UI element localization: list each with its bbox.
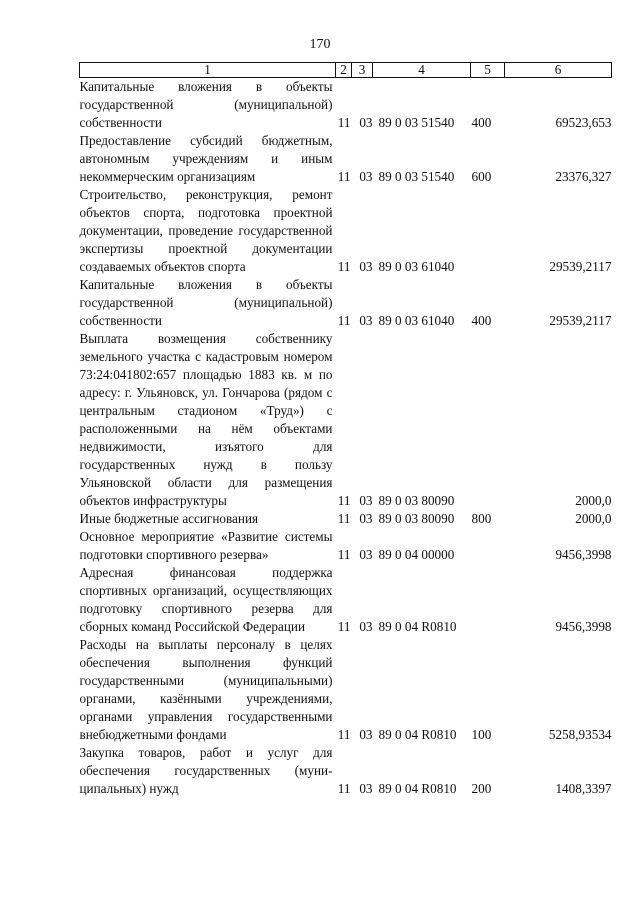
table-body <box>80 78 612 799</box>
row-amount: 2000,0 <box>575 493 612 508</box>
row-amount: 2000,0 <box>575 511 612 526</box>
row-name: Предоставление субсидий бюджетным, автономным учреждениям и иным некоммерческим организациям <box>79 133 333 184</box>
header-cell-amount: 6 <box>505 63 612 78</box>
row-section: 11 <box>337 511 351 526</box>
row-expense-type <box>471 186 505 276</box>
row-expense-type: 100 <box>471 727 492 742</box>
row-section: 11 <box>337 493 351 508</box>
row-subsection: 03 <box>359 511 373 526</box>
row-subsection: 03 <box>359 781 373 796</box>
row-subsection: 03 <box>359 493 373 508</box>
table-row <box>80 636 612 744</box>
row-target-article: 89 0 04 R0810 <box>378 619 457 634</box>
row-name: Выплата возмещения собственнику земельного участка с кадастровым номером 73:24:041802:657 площадью 1883 кв. м по адресу: г. Ульяновск, ул. Гончарова (рядом с центральным стадионом «Труд») с расположенными на нём объектами недвижимости, изъятого для государственных нужд в пользу Ульяновской области для размещения объектов инфраструктуры <box>79 331 333 508</box>
row-expense-type: 200 <box>471 781 492 796</box>
row-target-article: 89 0 03 51540 <box>378 169 455 184</box>
row-target-article: 89 0 03 80090 <box>378 511 455 526</box>
row-target-article: 89 0 03 61040 <box>378 313 455 328</box>
row-target-article: 89 0 03 80090 <box>378 493 455 508</box>
row-section: 11 <box>337 727 351 742</box>
row-target-article: 89 0 03 51540 <box>378 115 455 130</box>
header-row <box>80 63 612 78</box>
row-section: 11 <box>337 115 351 130</box>
table-row <box>80 744 612 798</box>
row-subsection: 03 <box>359 547 373 562</box>
row-name: Адресная финансовая поддержка спортивных организаций, осуществляющих подготовку спортивного резерва для сборных команд Российской Федерации <box>79 565 333 634</box>
row-subsection: 03 <box>359 619 373 634</box>
row-section: 11 <box>337 547 351 562</box>
row-section: 11 <box>337 619 351 634</box>
page-number: 170 <box>309 37 331 52</box>
row-amount: 69523,653 <box>555 115 612 130</box>
header-cell-subsection: 3 <box>352 63 373 78</box>
row-target-article: 89 0 04 R0810 <box>378 781 457 796</box>
header-cell-name: 1 <box>80 63 336 78</box>
header-cell-target-article: 4 <box>373 63 471 78</box>
row-subsection: 03 <box>359 727 373 742</box>
row-amount: 23376,327 <box>555 169 612 184</box>
row-expense-type <box>471 330 505 510</box>
row-name: Капитальные вложения в объекты государственной (муниципальной) собственности <box>79 79 333 130</box>
row-amount: 5258,93534 <box>548 727 612 742</box>
row-expense-type: 400 <box>471 313 492 328</box>
row-amount: 29539,2117 <box>549 259 612 274</box>
row-subsection: 03 <box>359 169 373 184</box>
row-section: 11 <box>337 781 351 796</box>
table-row <box>80 276 612 330</box>
row-name: Закупка товаров, работ и услуг для обеспечения государственных (муниципальных) нужд <box>79 745 333 796</box>
row-name: Строительство, реконструкция, ремонт объектов спорта, подготовка проектной документации, проведение государственной экспертизы проектной документации создаваемых объектов спорта <box>79 187 333 274</box>
table-row <box>80 528 612 564</box>
row-target-article: 89 0 04 R0810 <box>378 727 457 742</box>
header-cell-expense-type: 5 <box>471 63 505 78</box>
row-amount: 1408,3397 <box>555 781 612 796</box>
table-row <box>80 78 612 133</box>
row-target-article: 89 0 03 61040 <box>378 259 455 274</box>
row-name: Иные бюджетные ассигнования <box>79 511 259 526</box>
row-subsection: 03 <box>359 259 373 274</box>
header-cell-section: 2 <box>336 63 352 78</box>
row-expense-type: 400 <box>471 115 492 130</box>
table-row <box>80 564 612 636</box>
row-amount: 29539,2117 <box>549 313 612 328</box>
row-subsection: 03 <box>359 313 373 328</box>
row-subsection: 03 <box>359 115 373 130</box>
row-expense-type <box>471 528 505 564</box>
row-name: Основное мероприятие «Развитие системы подготовки спортивного резерва» <box>79 529 333 562</box>
table-row <box>80 132 612 186</box>
row-section: 11 <box>337 259 351 274</box>
row-section: 11 <box>337 313 351 328</box>
row-section: 11 <box>337 169 351 184</box>
budget-table <box>79 62 612 798</box>
row-target-article: 89 0 04 00000 <box>378 547 455 562</box>
row-name: Расходы на выплаты персоналу в целях обеспечения выполнения функций государственными (муниципальными) органами, казёнными учреждениями, органами управления государственными внебюджетными фондами <box>79 637 333 742</box>
table-row <box>80 186 612 276</box>
row-expense-type: 600 <box>471 169 492 184</box>
row-expense-type: 800 <box>471 511 492 526</box>
row-amount: 9456,3998 <box>555 619 612 634</box>
table-row <box>80 510 612 528</box>
row-amount: 9456,3998 <box>555 547 612 562</box>
table-row <box>80 330 612 510</box>
row-expense-type <box>471 564 505 636</box>
row-name: Капитальные вложения в объекты государственной (муниципальной) собственности <box>79 277 333 328</box>
table-header <box>80 63 612 78</box>
